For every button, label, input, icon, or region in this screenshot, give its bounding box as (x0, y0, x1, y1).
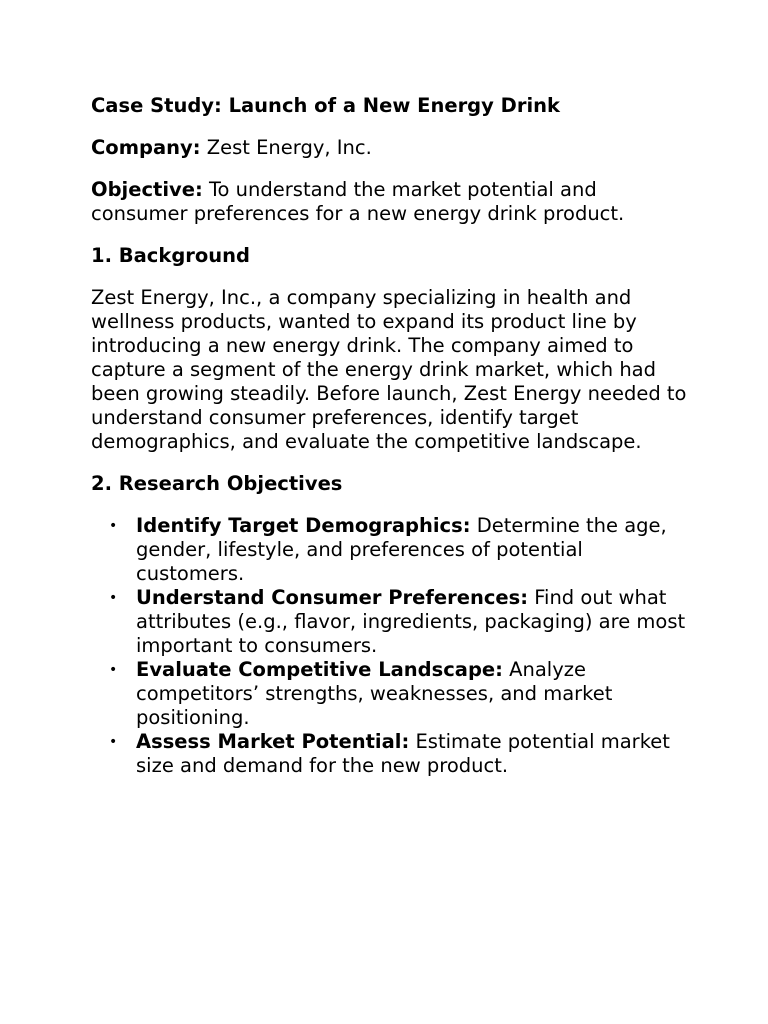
bullet-label: Evaluate Competitive Landscape: (136, 658, 503, 681)
list-item (91, 658, 691, 730)
background-paragraph: Zest Energy, Inc., a company specializing in health and wellness products, wanted to expand its product line by introducing a new energy drink. The company aimed to capture a segment of the energy drink market, which had been growing steadily. Before launch, Zest Energy needed to understand consumer preferences, identify target demographics, and evaluate the competitive landscape. (91, 286, 687, 453)
list-item (91, 730, 691, 778)
bullet-text: Find out what attributes (e.g., flavor, ingredients, packaging) are most important to consumers. (136, 586, 686, 657)
bullet-icon: • (109, 734, 118, 750)
objective-line (91, 178, 691, 226)
section-heading-research-objectives: 2. Research Objectives (91, 472, 343, 495)
bullet-icon: • (109, 590, 118, 606)
bullet-label: Assess Market Potential: (136, 730, 410, 753)
company-label: Company: (91, 136, 201, 159)
company-value: Zest Energy, Inc. (206, 136, 372, 159)
bullet-text: Estimate potential market size and demand for the new product. (136, 730, 670, 777)
document-page (91, 94, 691, 778)
objective-value: To understand the market potential and consumer preferences for a new energy drink product. (91, 178, 625, 225)
bullet-icon: • (109, 662, 118, 678)
research-objectives-list (91, 514, 691, 778)
list-item (91, 586, 691, 658)
objective-label: Objective: (91, 178, 203, 201)
bullet-label: Understand Consumer Preferences: (136, 586, 529, 609)
bullet-icon: • (109, 518, 118, 534)
bullet-text: Analyze competitors’ strengths, weaknesses, and market positioning. (136, 658, 613, 729)
section-heading-background: 1. Background (91, 244, 251, 267)
company-line (91, 136, 691, 160)
document-title: Case Study: Launch of a New Energy Drink (91, 94, 560, 117)
bullet-text: Determine the age, gender, lifestyle, and preferences of potential customers. (136, 514, 667, 585)
bullet-label: Identify Target Demographics: (136, 514, 471, 537)
list-item (91, 514, 691, 586)
